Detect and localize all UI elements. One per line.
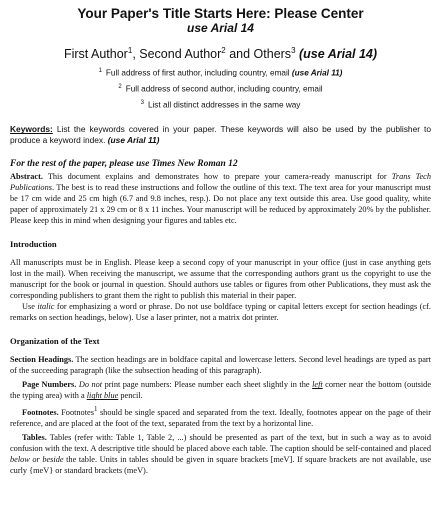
author-line <box>10 43 431 62</box>
abstract-publisher: Trans Tech Publications <box>10 172 432 193</box>
page-numbers-text-b: corner near the bottom (outside the typing area) with a <box>10 380 432 401</box>
address-2-text: Full address of second author, including country, email <box>125 84 323 94</box>
introduction-heading: Introduction <box>10 239 57 250</box>
address-2 <box>10 82 431 95</box>
keywords-paragraph <box>10 124 431 146</box>
page-numbers-text-a: print page numbers: Please number each sheet slightly in the <box>102 380 313 390</box>
author-separator: , <box>132 47 140 62</box>
page-numbers-paragraph <box>10 379 431 401</box>
page-numbers-light-blue: light blue <box>86 391 119 401</box>
author-3: Others <box>253 47 292 62</box>
address-3-mark: 3 <box>140 99 144 106</box>
abstract-text-2: . The best is to read these instructions and follow the outline of this text. The text area for your manuscript must be 17 cm wide and 25 cm high (6.7 and 9.8 inches, resp.). Do not place any text outside this area. Use good quality, white paper of approximately 21 x 29 cm or 8 x 11 inches. Your manuscript will be reduced by approximately 20% by the publisher. Please keep this in mind when designing your figures and tables etc. <box>10 183 431 226</box>
footnotes-paragraph <box>10 404 431 429</box>
keywords-font-hint: (use Arial 11) <box>107 135 160 146</box>
address-1-mark: 1 <box>98 68 102 75</box>
footnote-mark: 1 <box>93 406 98 414</box>
address-1 <box>10 66 431 79</box>
address-2-mark: 2 <box>118 83 122 90</box>
tables-label: Tables. <box>22 433 47 443</box>
section-headings-paragraph <box>10 354 431 376</box>
keywords-label: Keywords: <box>10 124 53 135</box>
tables-below-beside: below or beside <box>10 455 64 465</box>
footnotes-word: Footnotes <box>58 408 94 418</box>
address-3-text: List all distinct addresses in the same way <box>147 100 301 110</box>
section-headings-label: Section Headings. <box>10 355 74 365</box>
address-font-hint: (use Arial 11) <box>291 68 343 78</box>
intro-p2-text-b: for emphasizing a word or phrase. Do not use boldface typing or capital letters except for section headings (cf. remarks on section headings, below). Use a laser printer, not a matrix dot printer. <box>10 302 431 323</box>
paper-title: Your Paper's Title Starts Here: Please Center <box>77 6 364 21</box>
introduction-paragraph-1: All manuscripts must be in English. Please keep a second copy of your manuscript in your office (just in case anything gets lost in the mail). When receiving the manuscript, we assume that the corresponding authors grant us the copyright to use the manuscript for the book or journal in question. Should authors use tables or figures from other Publications, they must ask the corresponding publishers to grant them the right to publish this material in their paper. <box>10 258 431 301</box>
address-1-text: Full address of first author, including country, email <box>105 68 292 78</box>
footnotes-label: Footnotes. <box>22 408 59 418</box>
author-1-affiliation-mark: 1 <box>127 46 133 55</box>
introduction-paragraph-2 <box>10 301 431 323</box>
intro-p2-text-a: Use <box>22 302 38 312</box>
keywords-text: List the keywords covered in your paper. These keywords will also be used by the publisher to produce a keyword index. <box>10 124 431 146</box>
paper-title-hint: use Arial 14 <box>187 21 254 35</box>
organization-heading: Organization of the Text <box>10 336 100 347</box>
author-font-hint: (use Arial 14) <box>299 47 378 62</box>
page-numbers-label: Page Numbers. <box>22 380 77 390</box>
abstract-paragraph <box>10 171 431 226</box>
footnotes-text: should be single spaced and separated from the text. Ideally, footnotes appear on the page of their reference, and are placed at the foot of the text, separated from the text by a horizontal line. <box>10 408 431 429</box>
author-1: First Author <box>63 47 128 62</box>
author-2: Second Author <box>139 47 222 62</box>
page-numbers-left: left <box>312 380 323 390</box>
intro-p2-italic: italic <box>37 302 55 312</box>
page-numbers-do-not: Do not <box>78 380 103 390</box>
abstract-label: Abstract. <box>10 172 43 182</box>
page-numbers-text-c: pencil. <box>118 391 143 401</box>
section-headings-text: The section headings are in boldface capital and lowercase letters. Second level headings are typed as part of the succeeding paragraph (like the subsection heading of this paragraph). <box>10 355 431 376</box>
tables-text-b: the table. Units in tables should be given in square brackets [meV]. If square brackets are not available, use curly {meV} or standard brackets (meV). <box>10 455 432 476</box>
abstract-text-1: This document explains and demonstrates how to prepare your camera-ready manuscript for <box>42 172 392 182</box>
body-font-instruction: For the rest of the paper, please use Times New Roman 12 <box>10 159 238 170</box>
author-3-affiliation-mark: 3 <box>291 46 296 55</box>
author-2-affiliation-mark: 2 <box>221 46 226 55</box>
author-separator: and <box>225 47 254 62</box>
address-3 <box>10 98 431 111</box>
tables-paragraph <box>10 432 431 476</box>
tables-text-a: Tables (refer with: Table 1, Table 2, ...) should be presented as part of the text, but in such a way as to avoid confusion with the text. A descriptive title should be placed above each table. The caption should be self-contained and placed <box>10 433 431 454</box>
